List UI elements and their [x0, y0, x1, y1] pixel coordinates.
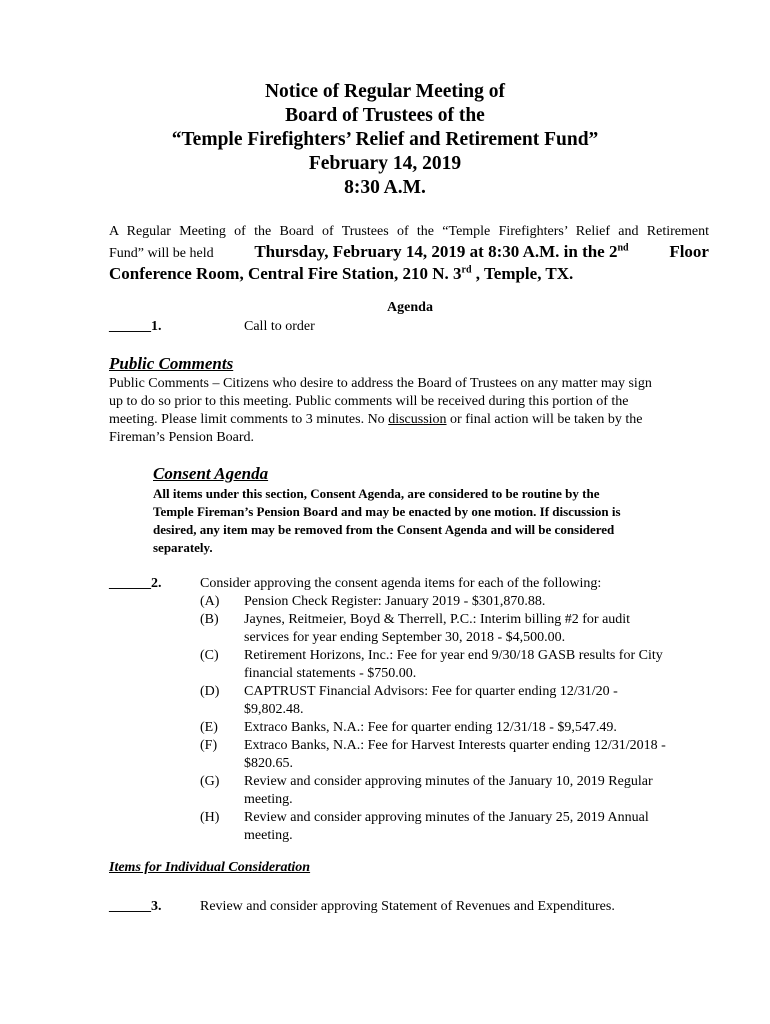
item-1-text: Call to order [244, 319, 315, 334]
title-line-2: Board of Trustees of the [285, 105, 485, 126]
item-3-text: Review and consider approving Statement of Revenues and Expenditures. [200, 899, 615, 914]
subitem-text: Review and consider approving minutes of the January 10, 2019 Regular [244, 774, 653, 789]
title-time: 8:30 A.M. [344, 177, 426, 198]
subitem-text: Retirement Horizons, Inc.: Fee for year end 9/30/18 GASB results for City [244, 648, 663, 663]
title-line-1: Notice of Regular Meeting of [264, 81, 506, 102]
public-comments-heading: Public Comments [109, 354, 234, 373]
subitem-text: Review and consider approving minutes of the January 25, 2019 Annual [244, 810, 649, 825]
intro-line-3: Conference Room, Central Fire Station, 210 N. 3rd , Temple, TX. [109, 264, 574, 283]
item-3-number: ______3. [109, 899, 162, 914]
subitem-text: $9,802.48. [244, 702, 304, 717]
subitem-text: meeting. [244, 792, 293, 807]
notice-title [0, 80, 770, 200]
subitem-text: Pension Check Register: January 2019 - $301,870.88. [244, 594, 546, 609]
public-comments-line-4: Fireman’s Pension Board. [109, 430, 255, 445]
subitem-letter: (H) [200, 810, 220, 825]
subitem-letter: (A) [200, 594, 220, 609]
subitem-text: $820.65. [244, 756, 293, 771]
subitem-letter: (F) [200, 738, 218, 753]
title-line-3: “Temple Firefighters’ Relief and Retirement Fund” [171, 129, 599, 150]
public-comments-line-3: meeting. Please limit comments to 3 minutes. No discussion or final action will be taken by the [109, 412, 643, 427]
item-2-number: ______2. [109, 576, 162, 591]
subitem-letter: (E) [200, 720, 218, 735]
intro-paragraph [109, 222, 709, 284]
public-comments-text [109, 375, 699, 447]
subitem-letter: (B) [200, 612, 219, 627]
subitem-text: Extraco Banks, N.A.: Fee for quarter ending 12/31/18 - $9,547.49. [244, 720, 617, 735]
subitem-letter: (D) [200, 684, 220, 699]
subitem-text: financial statements - $750.00. [244, 666, 417, 681]
individual-consideration-heading: Items for Individual Consideration [109, 860, 311, 875]
subitem-text: Jaynes, Reitmeier, Boyd & Therrell, P.C.: Interim billing #2 for audit [244, 612, 631, 627]
title-date: February 14, 2019 [308, 153, 462, 174]
intro-line-2-plain: Fund” will be held [109, 246, 214, 261]
intro-line-1: A Regular Meeting of the Board of Trustees of the “Temple Firefighters’ Relief and Retirement [109, 224, 709, 239]
subitem-text: services for year ending September 30, 2018 - $4,500.00. [244, 630, 566, 645]
subitem-text: CAPTRUST Financial Advisors: Fee for quarter ending 12/31/20 - [244, 684, 618, 699]
agenda-heading: Agenda [387, 300, 433, 315]
item-1-number: ______1. [109, 319, 162, 334]
public-comments-line-1: Public Comments – Citizens who desire to address the Board of Trustees on any matter may sign [109, 376, 652, 391]
intro-line-2-end: Floor [669, 242, 709, 261]
item-2-text: Consider approving the consent agenda items for each of the following: [200, 576, 602, 591]
consent-agenda-heading: Consent Agenda [153, 464, 269, 483]
consent-agenda-text: All items under this section, Consent Agenda, are considered to be routine by the Temple Fireman’s Pension Board and may be enacted by one motion. If discussion is desired, any item may be removed from the Consent Agenda and will be considered separately. [153, 486, 621, 555]
subitem-letter: (C) [200, 648, 219, 663]
subitem-text: Extraco Banks, N.A.: Fee for Harvest Interests quarter ending 12/31/2018 - [244, 738, 666, 753]
public-comments-line-2: up to do so prior to this meeting. Public comments will be received during this portion of the [109, 394, 629, 409]
intro-line-2 [109, 242, 709, 264]
subitem-text: meeting. [244, 828, 293, 843]
intro-line-2-bold: Thursday, February 14, 2019 at 8:30 A.M. in the 2nd [254, 242, 629, 261]
subitem-letter: (G) [200, 774, 220, 789]
